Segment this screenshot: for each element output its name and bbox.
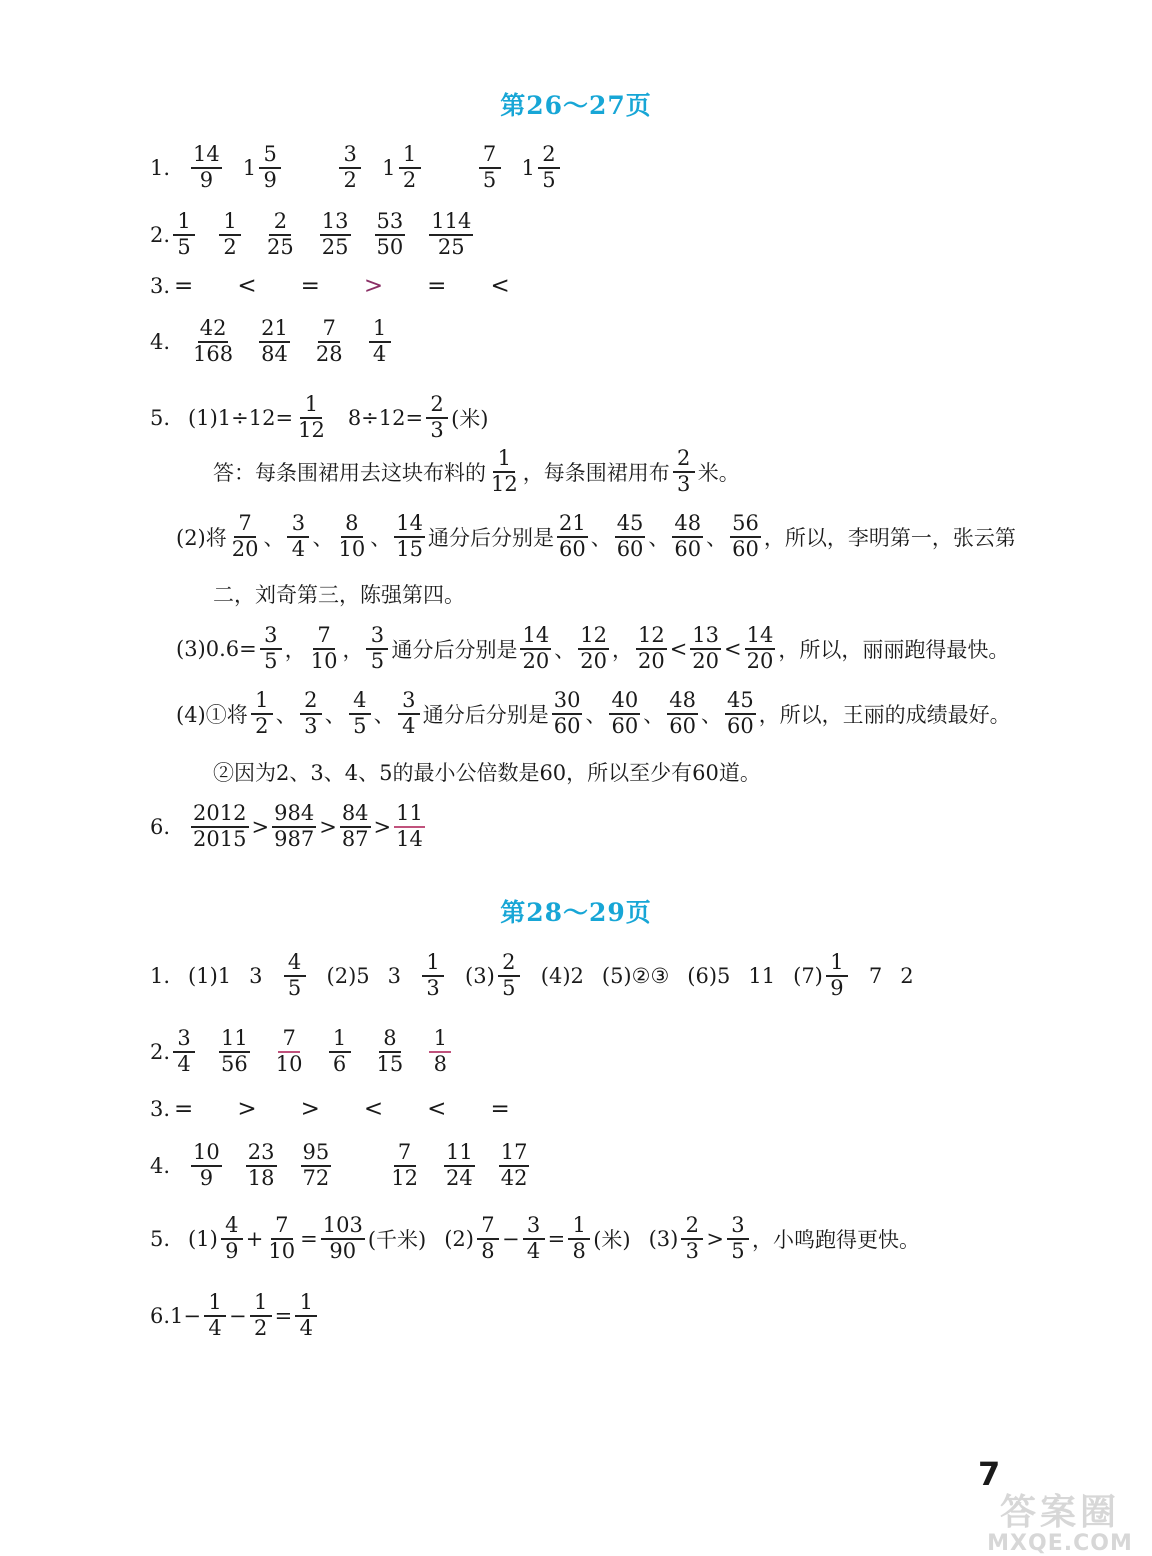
s1-q5-part1: 5. (1)1÷12= $\frac{1}{12}$ 8÷12= $\frac{2}{3}$ (米)	[150, 392, 489, 442]
section-title-28-29: 第28～29页	[500, 898, 652, 927]
fraction: $\frac{1}{8}$	[429, 1027, 451, 1076]
fraction: $\frac{4}{5}$	[284, 951, 306, 1000]
fraction: $\frac{11}{24}$	[445, 1140, 473, 1190]
fraction: $\frac{3}{2}$	[339, 143, 361, 192]
fraction: $\frac{8}{10}$	[338, 511, 366, 561]
fraction: $\frac{1}{4}$	[295, 1291, 317, 1340]
comparison-symbol: <	[427, 1096, 447, 1122]
s2-q5: 5. (1) $\frac{4}{9}$ + $\frac{7}{10}$ = $\frac{103}{90}$ (千米) (2) $\frac{7}{8}$ − $\frac{3}{4}$ = $\frac{1}{8}$ (米) (3) $\frac{2}{3}$ > $\frac{3}{5}$ ，小鸣跑得更快。	[150, 1213, 920, 1263]
s2-q2	[150, 1020, 454, 1084]
s2-q4	[150, 1134, 532, 1198]
fraction: $\frac{40}{60}$	[611, 688, 639, 738]
fraction: $\frac{12}{20}$	[580, 623, 607, 673]
fraction: $\frac{3}{4}$	[173, 1027, 195, 1076]
fraction: $\frac{14}{20}$	[522, 623, 550, 673]
s1-q5-part3: (3)0.6= $\frac{3}{5}$ ， $\frac{7}{10}$ ， $\frac{3}{5}$ 通分后分别是 $\frac{14}{20}$ 、 $\frac{12}{20}$ ， $\frac{12}{20}$ < $\frac{13}{20}$ < $\frac{14}{20}$ ，所以，丽丽跑得最快。	[176, 623, 1010, 673]
fraction: $\frac{1}{4}$	[369, 317, 391, 366]
fraction: $\frac{1}{2}$	[251, 689, 273, 738]
fraction: $\frac{17}{42}$	[500, 1140, 528, 1190]
fraction: $\frac{1}{12}$	[491, 446, 518, 496]
fraction: $\frac{48}{60}$	[674, 511, 702, 561]
fraction: $\frac{14}{9}$	[193, 142, 220, 192]
fraction: $\frac{3}{4}$	[398, 689, 420, 738]
fraction: $\frac{2}{25}$	[267, 209, 294, 259]
fraction: $\frac{21}{60}$	[558, 511, 586, 561]
fraction: $\frac{11}{14}$	[396, 801, 423, 851]
comparison-symbol: =	[174, 1096, 194, 1122]
fraction: $\frac{48}{60}$	[669, 688, 696, 738]
fraction: $\frac{45}{60}$	[726, 688, 754, 738]
fraction: $\frac{53}{50}$	[376, 209, 404, 259]
fraction: $\frac{30}{60}$	[553, 688, 581, 738]
comparison-symbol: =	[427, 273, 447, 299]
watermark-logo: 答案圈 MXQE.COM	[987, 1492, 1133, 1556]
question-number: 5.	[150, 1227, 171, 1251]
s1-q5-answer: 答：每条围裙用去这块布料的 $\frac{1}{12}$ ，每条围裙用布 $\frac{2}{3}$ 米。	[213, 446, 740, 496]
comparison-symbol: =	[490, 1096, 510, 1122]
fraction: $\frac{95}{72}$	[302, 1140, 330, 1190]
s1-q5-part2: (2)将 $\frac{7}{20}$ 、 $\frac{3}{4}$ 、 $\frac{8}{10}$ 、 $\frac{14}{15}$ 通分后分别是 $\frac{21}{60}$ 、 $\frac{45}{60}$ 、 $\frac{48}{60}$ 、 $\frac{56}{60}$ ，所以，李明第一，张云第	[176, 511, 1016, 561]
comparison-symbol: >	[237, 1096, 257, 1122]
fraction: $\frac{1}{8}$	[568, 1214, 590, 1263]
fraction: $\frac{1}{9}$	[826, 951, 848, 1000]
question-number: 4.	[150, 330, 171, 354]
comparison-symbol: >	[300, 1096, 320, 1122]
fraction: $\frac{3}{5}$	[260, 624, 282, 673]
fraction: $\frac{14}{20}$	[746, 623, 774, 673]
fraction: $\frac{11}{56}$	[221, 1026, 248, 1076]
fraction: $\frac{2}{3}$	[426, 393, 448, 442]
section-title-26-27: 第26～27页	[500, 91, 652, 120]
s1-q4	[150, 310, 394, 374]
fraction: $\frac{7}{20}$	[231, 511, 259, 561]
fraction: $\frac{4}{5}$	[349, 689, 371, 738]
comparison-symbol: <	[363, 1096, 384, 1122]
fraction: $\frac{2}{3}$	[681, 1214, 703, 1263]
fraction: $\frac{7}{10}$	[275, 1026, 303, 1076]
fraction: $\frac{13}{20}$	[692, 623, 720, 673]
fraction: $\frac{1}{2}$	[250, 1291, 272, 1340]
fraction: $\frac{84}{87}$	[341, 801, 369, 851]
s2-q1: 1. (1)1 3 $\frac{4}{5}$ (2)5 3 $\frac{1}{3}$ (3) $\frac{2}{5}$ (4)2 (5)②③ (6)5 11 (7) $\frac{1}{9}$ 7 2	[150, 950, 914, 1000]
fraction: $\frac{14}{15}$	[396, 511, 423, 561]
s2-q6: 6. 1 − $\frac{1}{4}$ − $\frac{1}{2}$ = $\frac{1}{4}$	[150, 1284, 320, 1348]
fraction: $\frac{10}{9}$	[193, 1140, 220, 1190]
fraction: $\frac{8}{15}$	[376, 1026, 404, 1076]
fraction: $\frac{7}{10}$	[310, 623, 338, 673]
page-number: 7	[978, 1455, 1001, 1493]
fraction: $\frac{2}{5}$	[498, 951, 520, 1000]
fraction: $\frac{3}{4}$	[523, 1214, 545, 1263]
fraction: $\frac{3}{5}$	[727, 1214, 749, 1263]
fraction: $\frac{114}{25}$	[431, 209, 472, 259]
fraction: $\frac{5}{9}$	[259, 143, 281, 192]
fraction: $\frac{23}{18}$	[247, 1140, 275, 1190]
fraction: $\frac{1}{12}$	[298, 392, 325, 442]
question-number: 6.	[150, 815, 171, 839]
fraction: $\frac{3}{4}$	[287, 512, 309, 561]
fraction: $\frac{3}{5}$	[366, 624, 388, 673]
comparison-symbol: >	[363, 273, 384, 299]
fraction: $\frac{984}{987}$	[274, 801, 315, 851]
fraction: $\frac{7}{8}$	[477, 1214, 499, 1263]
fraction: $\frac{21}{84}$	[261, 316, 288, 366]
comparison-symbol: =	[300, 273, 320, 299]
question-number: 2.	[150, 1040, 171, 1064]
fraction: $\frac{1}{4}$	[204, 1291, 226, 1340]
fraction: $\frac{1}{2}$	[219, 210, 241, 259]
question-number: 5.	[150, 406, 171, 430]
question-number: 3.	[150, 274, 171, 298]
fraction: $\frac{7}{12}$	[391, 1140, 418, 1190]
fraction: $\frac{1}{5}$	[173, 210, 195, 259]
s1-q1: 1. $\frac{14}{9}$ 1 $\frac{5}{9}$ $\frac{3}{2}$ 1 $\frac{1}{2}$ $\frac{7}{5}$ 1 $\frac{2}{5}$	[150, 136, 563, 200]
question-number: 2.	[150, 223, 171, 247]
comparison-symbol: <	[237, 273, 257, 299]
comparison-symbol: <	[490, 273, 510, 299]
s1-q5-part2-cont: 二，刘奇第三，陈强第四。	[213, 583, 465, 607]
fraction: $\frac{103}{90}$	[322, 1213, 363, 1263]
fraction: $\frac{45}{60}$	[616, 511, 644, 561]
fraction: $\frac{1}{2}$	[399, 143, 421, 192]
s1-q5-part4-2: ②因为2、3、4、5的最小公倍数是60，所以至少有60道。	[213, 761, 761, 785]
fraction: $\frac{2012}{2015}$	[193, 801, 247, 851]
fraction: $\frac{4}{9}$	[221, 1214, 243, 1263]
fraction: $\frac{12}{20}$	[637, 623, 665, 673]
fraction: $\frac{2}{3}$	[673, 447, 695, 496]
s1-q6: 6. $\frac{2012}{2015}$ > $\frac{984}{987}$ > $\frac{84}{87}$ > $\frac{11}{14}$	[150, 801, 423, 851]
question-number: 4.	[150, 1154, 171, 1178]
fraction: $\frac{7}{10}$	[268, 1213, 296, 1263]
fraction: $\frac{7}{5}$	[479, 143, 501, 192]
fraction: $\frac{42}{168}$	[193, 316, 234, 366]
s2-q3	[150, 1077, 532, 1141]
fraction: $\frac{2}{5}$	[538, 143, 560, 192]
fraction: $\frac{7}{28}$	[315, 316, 343, 366]
s1-q3	[150, 254, 532, 318]
question-number: 6.	[150, 1304, 171, 1328]
fraction: $\frac{1}{6}$	[329, 1027, 351, 1076]
fraction: $\frac{2}{3}$	[300, 689, 322, 738]
s1-q5-part4: (4)①将 $\frac{1}{2}$ 、 $\frac{2}{3}$ 、 $\frac{4}{5}$ 、 $\frac{3}{4}$ 通分后分别是 $\frac{30}{60}$ 、 $\frac{40}{60}$ 、 $\frac{48}{60}$ 、 $\frac{45}{60}$ ，所以，王丽的成绩最好。	[176, 688, 1011, 738]
question-number: 3.	[150, 1097, 171, 1121]
comparison-symbol: =	[174, 273, 194, 299]
question-number: 1.	[150, 964, 171, 988]
question-number: 1.	[150, 156, 171, 180]
fraction: $\frac{13}{25}$	[321, 209, 349, 259]
fraction: $\frac{1}{3}$	[422, 951, 444, 1000]
fraction: $\frac{56}{60}$	[732, 511, 759, 561]
